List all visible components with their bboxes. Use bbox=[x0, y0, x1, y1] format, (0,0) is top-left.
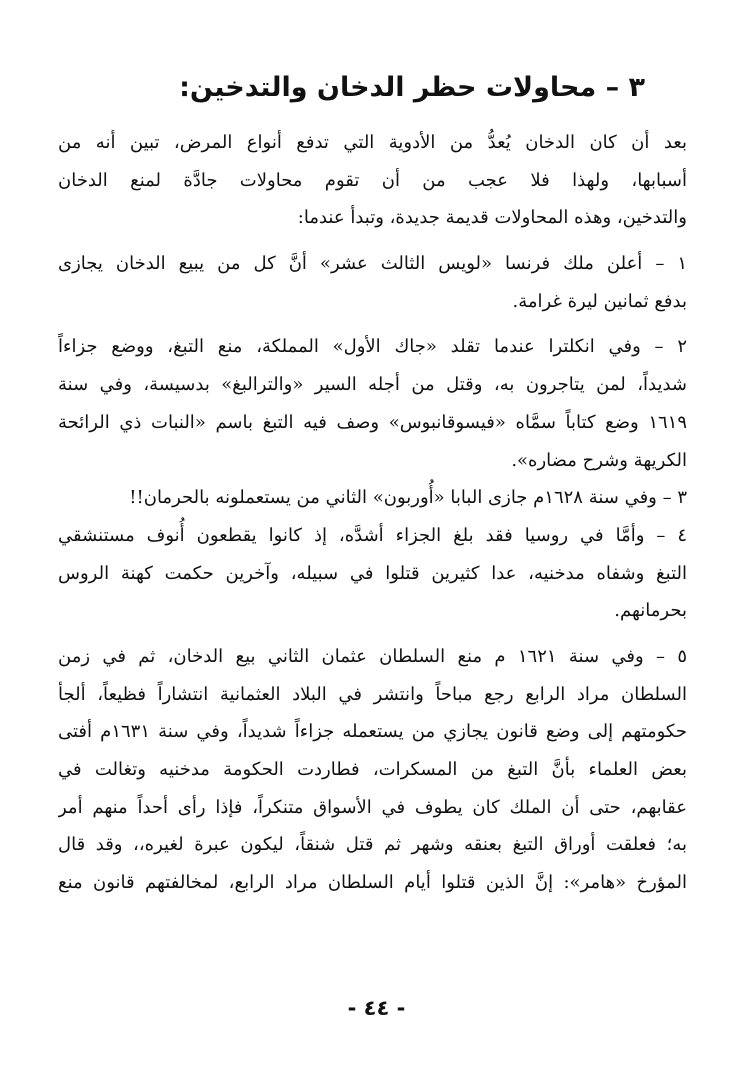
text-line: حكومتهم إلى وضع قانون يجازي من يستعمله جزاءاً شديداً، وفي سنة ١٦٣١م أفتى bbox=[58, 721, 687, 743]
body-text bbox=[58, 124, 687, 902]
text-line: السلطان مراد الرابع رجع مباحاً وانتشر في البلاد العثمانية انتشاراً فظيعاً، ألجأ bbox=[58, 683, 687, 705]
paragraph-item-3 bbox=[58, 479, 687, 517]
section-title: ٣ – محاولات حظر الدخان والتدخين: bbox=[179, 72, 645, 103]
text-line: المؤرخ «هامر»: إنَّ الذين قتلوا أيام السلطان مراد الرابع، لمخالفتهم قانون منع bbox=[58, 872, 687, 894]
text-line: ١٦١٩ وضع كتاباً سمَّاه «فيسوقانبوس» وصف فيه التبغ باسم «النبات ذي الرائحة bbox=[58, 411, 687, 433]
paragraph-item-2 bbox=[58, 328, 687, 479]
text-line: بدفع ثمانين ليرة غرامة. bbox=[512, 290, 687, 312]
text-line: التبغ وشفاه مدخنيه، عدا كثيرين قتلوا في سبيله، وآخرين حكمت كهنة الروس bbox=[58, 562, 687, 584]
text-line: أسبابها، ولهذا فلا عجب من أن تقوم محاولات جادَّة لمنع الدخان bbox=[58, 169, 687, 191]
text-line: ٤ – وأمَّا في روسيا فقد بلغ الجزاء أشدَّه، إذ كانوا يقطعون أُنوف مستنشقي bbox=[58, 524, 687, 546]
text-line: بعض العلماء بأنَّ التبغ من المسكرات، فطاردت الحكومة مدخنيه وتغالت في bbox=[58, 759, 687, 780]
paragraph-intro bbox=[58, 124, 687, 237]
text-line: به؛ فعلقت أوراق التبغ بعنقه وشهر ثم قتل شنقاً، ليكون عبرة لغيره،، وقد قال bbox=[58, 834, 687, 856]
page-number: - ٤٤ - bbox=[347, 996, 406, 1020]
paragraph-item-5 bbox=[58, 638, 687, 902]
text-line: بحرمانهم. bbox=[614, 600, 687, 622]
text-line: عقابهم، حتى أن الملك كان يطوف في الأسواق متنكراً، فإذا رأى أحداً منهم أمر bbox=[58, 796, 687, 818]
text-line: ٥ – وفي سنة ١٦٢١ م منع السلطان عثمان الثاني بيع الدخان، ثم في زمن bbox=[58, 645, 687, 667]
text-line: الكريهة وشرح مضاره». bbox=[511, 449, 687, 471]
paragraph-item-1 bbox=[58, 245, 687, 320]
text-line: ١ – أعلن ملك فرنسا «لويس الثالث عشر» أنَّ كل من يبيع الدخان يجازى bbox=[58, 253, 687, 275]
text-line: بعد أن كان الدخان يُعدُّ من الأدوية التي تدفع أنواع المرض، تبين أنه من bbox=[58, 132, 687, 153]
text-line: ٢ – وفي انكلترا عندما تقلد «جاك الأول» المملكة، منع التبغ، ووضع جزاءاً bbox=[58, 336, 687, 358]
text-line: والتدخين، وهذه المحاولات قديمة جديدة، وتبدأ عندما: bbox=[297, 207, 687, 229]
paragraph-item-4 bbox=[58, 517, 687, 630]
text-line: ٣ – وفي سنة ١٦٢٨م جازى البابا «أُوربون» الثاني من يستعملونه بالحرمان!! bbox=[129, 487, 687, 509]
text-line: شديداً، لمن يتاجرون به، وقتل من أجله السير «والترالبغ» بدسيسة، وفي سنة bbox=[58, 374, 687, 396]
